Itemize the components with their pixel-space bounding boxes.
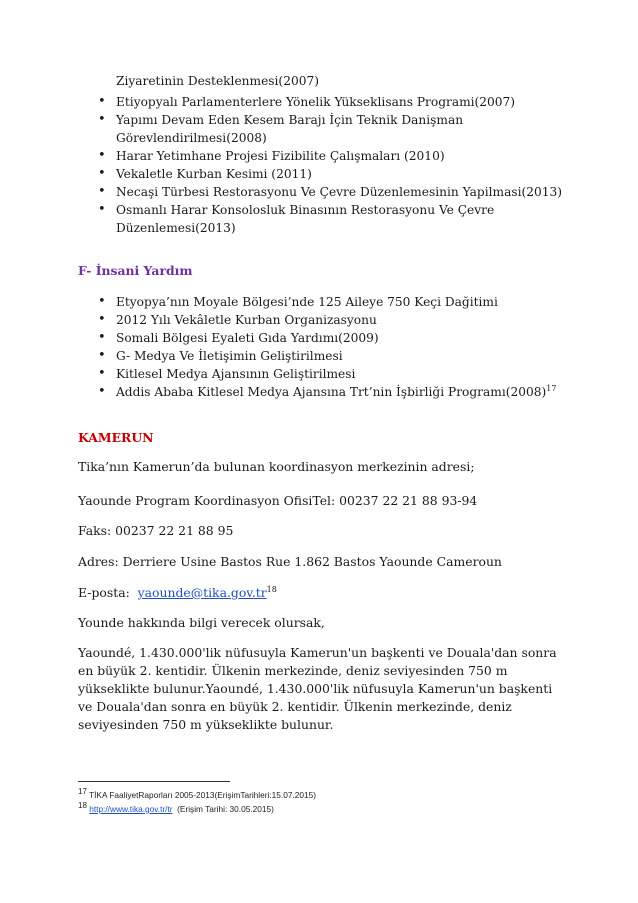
footnote-ref-17[interactable]: 17 — [546, 383, 557, 393]
kamerun-email-line — [78, 584, 558, 602]
kamerun-office: Yaounde Program Koordinasyon OfisiTel: 00237 22 21 88 93-94 — [78, 493, 478, 508]
continued-list-line: Ziyaretinin Desteklenmesi(2007) — [116, 74, 319, 88]
list-item: • Somali Bölgesi Eyaleti Gıda Yardımı(2009) — [78, 329, 578, 347]
list-item: • Etyopya’nın Moyale Bölgesi’nde 125 Aileye 750 Keçi Dağitimi — [78, 293, 578, 311]
list-item-text: Addis Ababa Kitlesel Medya Ajansına Trt’nin İşbirliği Programı(2008) — [116, 385, 547, 399]
footnote-number: 18 — [78, 801, 87, 811]
email-link[interactable]: yaounde@tika.gov.tr — [137, 585, 267, 600]
footnote-text: TİKA FaaliyetRaporları 2005-2013(ErişimTarihleri:15.07.2015) — [89, 790, 316, 800]
footnote-number: 17 — [78, 787, 87, 797]
list-item: • Etiyopyalı Parlamenterlere Yönelik Yükseklisans Programi(2007) — [78, 93, 578, 111]
list-item — [78, 383, 578, 401]
list-item: • Kitlesel Medya Ajansının Geliştirilmesi — [78, 365, 578, 383]
kamerun-intro: Tika’nın Kamerun’da bulunan koordinasyon merkezinin adresi; — [78, 459, 475, 474]
footnote-18 — [78, 801, 274, 815]
kamerun-about: Younde hakkında bilgi verecek olursak, — [78, 615, 325, 630]
section-heading-kamerun: KAMERUN — [78, 430, 154, 445]
projects-list — [78, 93, 578, 237]
list-item: • Vekaletle Kurban Kesimi (2011) — [78, 165, 578, 183]
kamerun-description: Yaoundé, 1.430.000'lik nüfusuyla Kamerun'un başkenti ve Douala'dan sonra en büyük 2. kentidir. Ülkenin merkezinde, deniz seviyesinden 750 m yükseklikte bulunur.Yaoundé, 1.430.000'lik nüfusuyla Kamerun'un başkenti ve Douala'dan sonra en büyük 2. kentidir. Ülkenin merkezinde, deniz seviyesinden 750 m yükseklikte bulunur. — [78, 645, 557, 732]
footnote-17 — [78, 787, 316, 801]
section-heading-insani-yardim: F- İnsani Yardım — [78, 263, 193, 278]
email-label: E-posta: — [78, 585, 130, 600]
list-item: • 2012 Yılı Vekâletle Kurban Organizasyonu — [78, 311, 578, 329]
list-item: • Harar Yetimhane Projesi Fizibilite Çalışmaları (2010) — [78, 147, 578, 165]
list-item: • G- Medya Ve İletişimin Geliştirilmesi — [78, 347, 578, 365]
footnote-link[interactable]: http://www.tika.gov.tr/tr — [89, 804, 173, 814]
footnote-ref-18[interactable]: 18 — [266, 584, 277, 594]
list-item: • Yapımı Devam Eden Kesem Barajı İçin Teknik Danişman Görevlendirilmesi(2008) — [78, 111, 578, 147]
aid-list — [78, 293, 578, 401]
kamerun-fax: Faks: 00237 22 21 88 95 — [78, 523, 234, 538]
list-item: • Osmanlı Harar Konsolosluk Binasının Restorasyonu Ve Çevre Düzenlemesi(2013) — [78, 201, 578, 237]
footnote-text: (Erişim Tarihi: 30.05.2015) — [177, 804, 274, 814]
kamerun-address: Adres: Derriere Usine Bastos Rue 1.862 Bastos Yaounde Cameroun — [78, 554, 502, 569]
footnote-divider — [78, 781, 230, 782]
list-item: • Necaşi Türbesi Restorasyonu Ve Çevre Düzenlemesinin Yapilmasi(2013) — [78, 183, 578, 201]
